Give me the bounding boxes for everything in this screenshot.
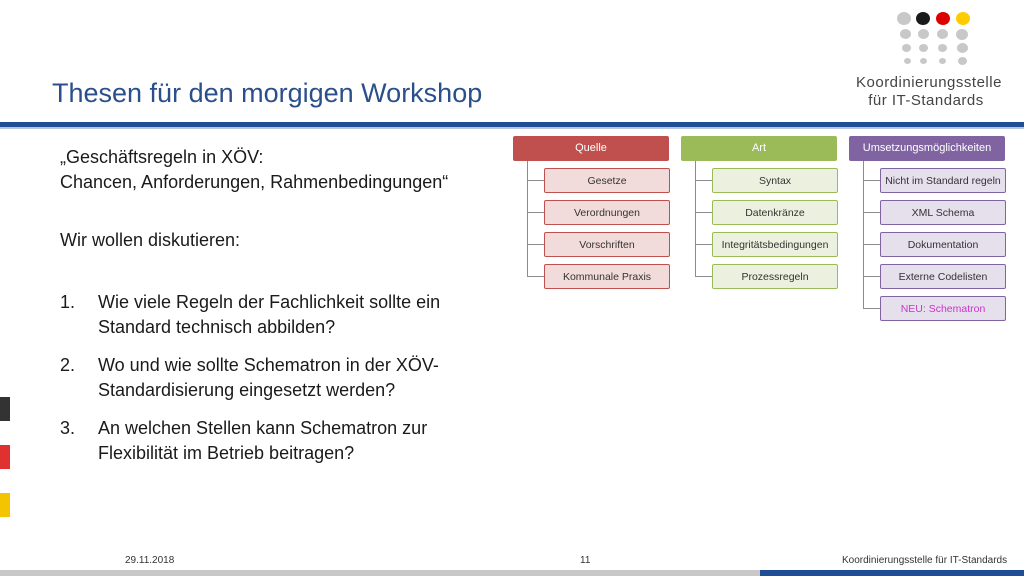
logo-dot bbox=[958, 57, 967, 65]
connector bbox=[527, 212, 544, 213]
connector bbox=[527, 180, 544, 181]
connector bbox=[863, 276, 880, 277]
umsetzung-item-schematron: NEU: Schematron bbox=[880, 296, 1006, 321]
side-mark-gold bbox=[0, 493, 10, 517]
logo-dot bbox=[920, 58, 927, 64]
logo-dot bbox=[900, 29, 911, 39]
logo-line2: für IT-Standards bbox=[868, 92, 984, 109]
umsetzung-item-xml-schema: XML Schema bbox=[880, 200, 1006, 225]
logo-dot bbox=[937, 29, 948, 39]
connector bbox=[695, 180, 712, 181]
footer-bar-accent bbox=[760, 570, 1024, 576]
subtitle-line1: „Geschäftsregeln in XÖV: bbox=[60, 147, 264, 167]
connector bbox=[863, 308, 880, 309]
footer-organization: Koordinierungsstelle für IT-Standards bbox=[842, 555, 1008, 566]
quelle-connector-line bbox=[527, 161, 528, 277]
subtitle-line2: Chancen, Anforderungen, Rahmenbedingungen“ bbox=[60, 172, 449, 192]
slide-title: Thesen für den morgigen Workshop bbox=[52, 78, 483, 108]
quelle-item-kommunale-praxis: Kommunale Praxis bbox=[544, 264, 670, 289]
umsetzung-item-nicht-im-standard: Nicht im Standard regeln bbox=[880, 168, 1006, 193]
question-item bbox=[60, 416, 500, 466]
logo-dot-grid bbox=[893, 10, 977, 74]
question-item bbox=[60, 290, 500, 340]
question-number: 1. bbox=[60, 292, 76, 312]
logo-line1: Koordinierungsstelle bbox=[856, 74, 1002, 91]
logo-dot bbox=[904, 58, 911, 64]
connector bbox=[695, 212, 712, 213]
question-text: Wie viele Regeln der Fachlichkeit sollte ein Standard technisch abbilden? bbox=[98, 292, 441, 337]
question-text: Wo und wie sollte Schematron in der XÖV-Standardisierung eingesetzt werden? bbox=[98, 355, 439, 400]
quelle-item-verordnungen: Verordnungen bbox=[544, 200, 670, 225]
connector bbox=[695, 276, 712, 277]
logo-dot bbox=[918, 29, 929, 39]
connector bbox=[863, 244, 880, 245]
question-number: 3. bbox=[60, 418, 76, 438]
question-text: An welchen Stellen kann Schematron zur Flexibilität im Betrieb beitragen? bbox=[98, 418, 428, 463]
discuss-heading: Wir wollen diskutieren: bbox=[60, 230, 241, 250]
connector bbox=[695, 244, 712, 245]
umsetzung-item-dokumentation: Dokumentation bbox=[880, 232, 1006, 257]
logo-dot bbox=[957, 43, 968, 53]
logo-text bbox=[856, 74, 1002, 110]
connector bbox=[863, 212, 880, 213]
footer-date: 29.11.2018 bbox=[125, 555, 175, 566]
umsetzung-item-externe-codelisten: Externe Codelisten bbox=[880, 264, 1006, 289]
logo-dot-black bbox=[916, 12, 930, 25]
art-header: Art bbox=[681, 136, 837, 161]
quelle-item-vorschriften: Vorschriften bbox=[544, 232, 670, 257]
logo-dot bbox=[939, 58, 946, 64]
connector bbox=[527, 244, 544, 245]
question-item bbox=[60, 353, 500, 403]
side-mark-red bbox=[0, 445, 10, 469]
art-item-datenkraenze: Datenkränze bbox=[712, 200, 838, 225]
connector bbox=[863, 180, 880, 181]
subtitle bbox=[60, 145, 500, 195]
logo-dot bbox=[902, 44, 911, 52]
footer-page-number: 11 bbox=[580, 555, 591, 566]
title-underline-shadow bbox=[0, 127, 1024, 129]
art-item-integritaetsbedingungen: Integritätsbedingungen bbox=[712, 232, 838, 257]
logo-dot bbox=[897, 12, 911, 25]
quelle-header: Quelle bbox=[513, 136, 669, 161]
quelle-item-gesetze: Gesetze bbox=[544, 168, 670, 193]
question-list bbox=[60, 290, 500, 479]
logo-dot bbox=[956, 29, 968, 40]
logo-dot bbox=[919, 44, 928, 52]
side-mark-black bbox=[0, 397, 10, 421]
art-item-syntax: Syntax bbox=[712, 168, 838, 193]
logo-dot-red bbox=[936, 12, 950, 25]
art-connector-line bbox=[695, 161, 696, 277]
connector bbox=[527, 276, 544, 277]
umsetzung-connector-line bbox=[863, 161, 864, 309]
logo-dot bbox=[938, 44, 947, 52]
logo-dot-gold bbox=[956, 12, 970, 25]
umsetzung-header: Umsetzungsmöglichkeiten bbox=[849, 136, 1005, 161]
art-item-prozessregeln: Prozessregeln bbox=[712, 264, 838, 289]
question-number: 2. bbox=[60, 355, 76, 375]
